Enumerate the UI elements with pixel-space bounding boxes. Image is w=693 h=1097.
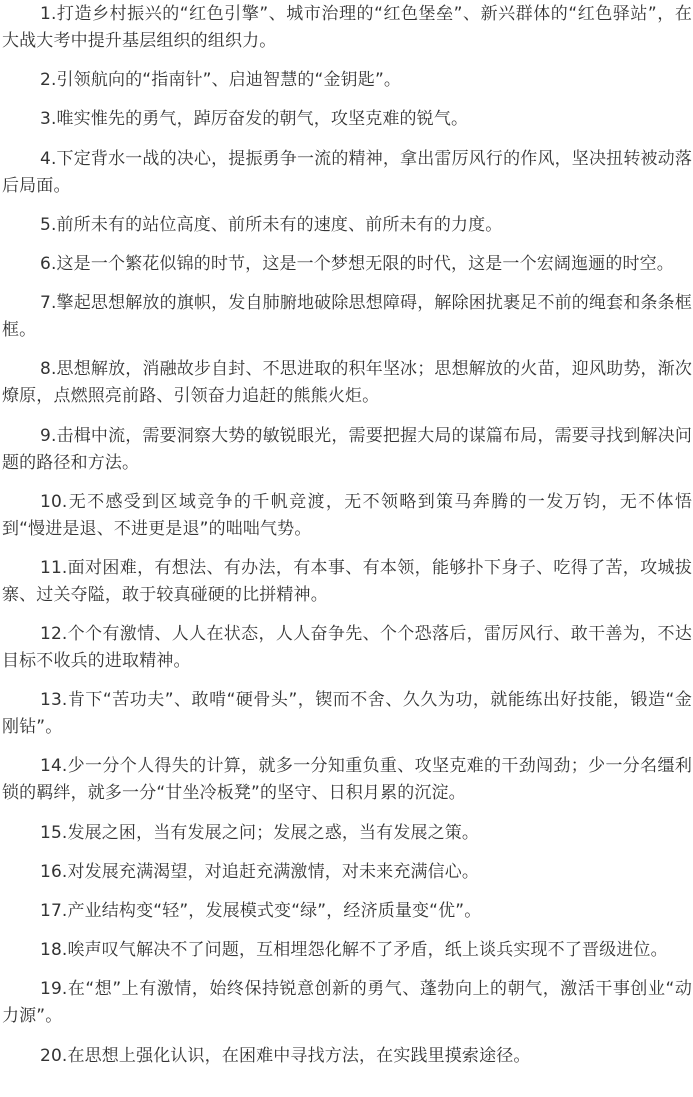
paragraph-2: 2.引领航向的“指南针”、启迪智慧的“金钥匙”。	[40, 70, 402, 91]
paragraph-18: 18.唉声叹气解决不了问题，互相埋怨化解不了矛盾，纸上谈兵实现不了晋级进位。	[40, 940, 668, 961]
paragraph-15: 15.发展之困，当有发展之问；发展之惑，当有发展之策。	[40, 822, 480, 843]
paragraph-19: 19.在“想”上有激情，始终保持锐意创新的勇气、蓬勃向上的朝气，激活干事创业“动力源”。	[2, 979, 692, 1027]
paragraph-7: 7.擎起思想解放的旗帜，发自肺腑地破除思想障碍，解除困扰裹足不前的绳套和条条框框。	[2, 293, 692, 341]
paragraph-4: 4.下定背水一战的决心，提振勇争一流的精神，拿出雷厉风行的作风，坚决扭转被动落后局面。	[2, 148, 692, 196]
paragraph-13: 13.肯下“苦功夫”、敢啃“硬骨头”，锲而不舍、久久为功，就能练出好技能，锻造“金刚钻”。	[2, 690, 692, 738]
paragraph-11: 11.面对困难，有想法、有办法，有本事、有本领，能够扑下身子、吃得了苦，攻城拔寨、过关夺隘，敢于较真碰硬的比拼精神。	[2, 557, 692, 605]
paragraph-9: 9.击楫中流，需要洞察大势的敏锐眼光，需要把握大局的谋篇布局，需要寻找到解决问题的路径和方法。	[2, 425, 692, 473]
paragraph-17: 17.产业结构变“轻”，发展模式变“绿”，经济质量变“优”。	[40, 901, 482, 921]
paragraph-20: 20.在思想上强化认识，在困难中寻找方法，在实践里摸索途径。	[40, 1045, 531, 1066]
paragraph-12: 12.个个有激情、人人在状态，人人奋争先、个个恐落后，雷厉风行、敢干善为，不达目标不收兵的进取精神。	[2, 624, 692, 672]
paragraph-16: 16.对发展充满渴望，对追赶充满激情，对未来充满信心。	[40, 861, 480, 882]
paragraph-14: 14.少一分个人得失的计算，就多一分知重负重、攻坚克难的干劲闯劲；少一分名缰利锁的羁绊，就多一分“甘坐冷板凳”的坚守、日积月累的沉淀。	[2, 756, 692, 804]
paragraph-8: 8.思想解放，消融故步自封、不思进取的积年坚冰；思想解放的火苗，迎风助势，渐次燎原，点燃照亮前路、引领奋力追赶的熊熊火炬。	[2, 359, 692, 407]
paragraph-1: 1.打造乡村振兴的“红色引擎”、城市治理的“红色堡垒”、新兴群体的“红色驿站”，在大战大考中提升基层组织的组织力。	[2, 4, 692, 51]
paragraph-10: 10.无不感受到区域竞争的千帆竞渡，无不领略到策马奔腾的一发万钧，无不体悟到“慢进是退、不进更是退”的咄咄气势。	[2, 491, 692, 539]
paragraph-3: 3.唯实惟先的勇气，踔厉奋发的朝气，攻坚克难的锐气。	[40, 109, 469, 130]
paragraph-6: 6.这是一个繁花似锦的时节，这是一个梦想无限的时代，这是一个宏阔迤逦的时空。	[40, 253, 674, 274]
paragraph-5: 5.前所未有的站位高度、前所未有的速度、前所未有的力度。	[40, 214, 503, 235]
